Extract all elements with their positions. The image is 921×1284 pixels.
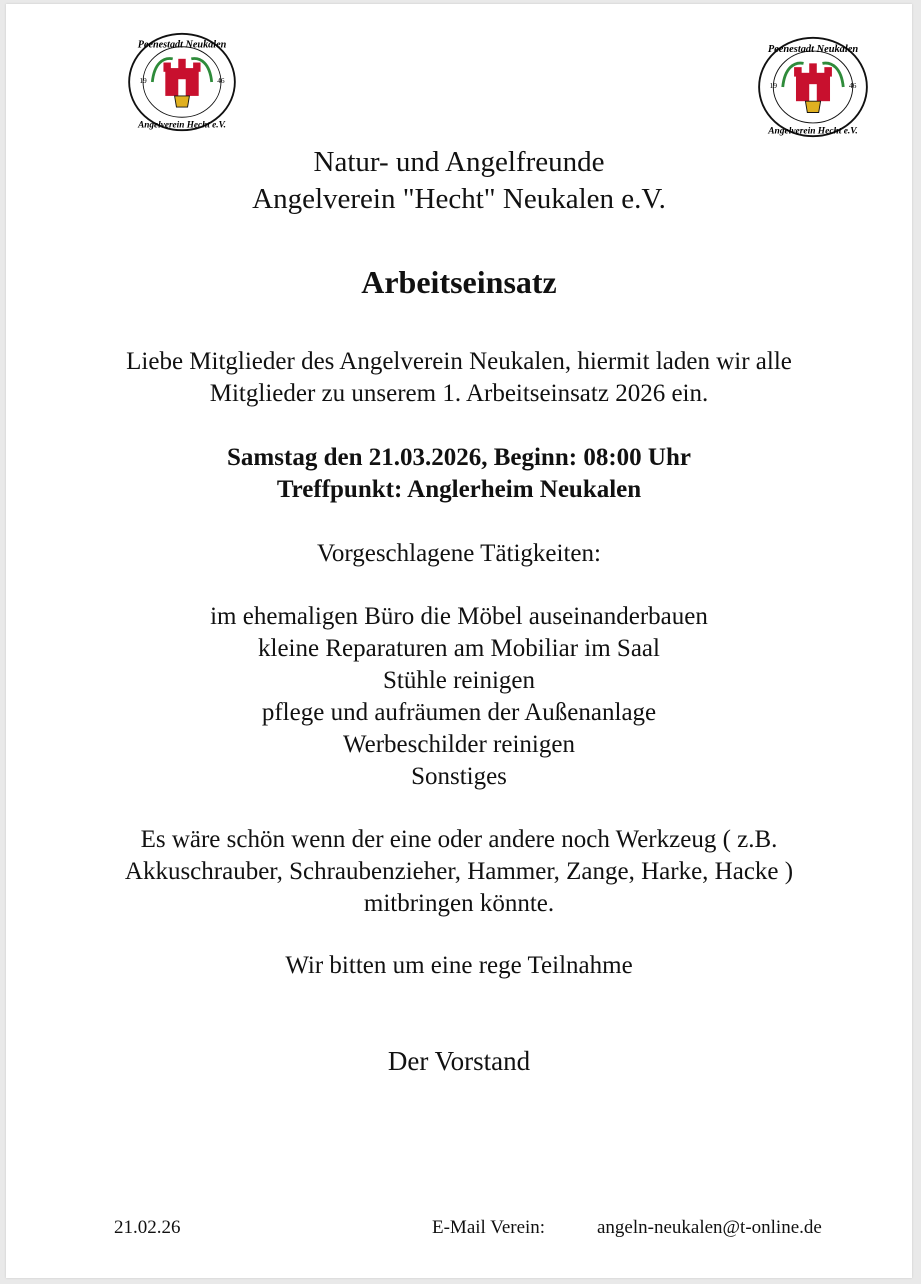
task-list: [6, 601, 912, 793]
list-item: Sonstiges: [411, 763, 507, 790]
seal-text-bottom: Angelverein Hecht e.V.: [138, 120, 226, 131]
event-details: [6, 442, 912, 506]
club-seal-logo-left: [126, 31, 238, 133]
signature: Der Vorstand: [387, 1046, 531, 1076]
list-item: pflege und aufräumen der Außenanlage: [261, 699, 657, 726]
club-seal-icon: [751, 35, 875, 139]
intro-line2: Mitglieder zu unserem 1. Arbeitseinsatz 2026 ein.: [209, 380, 709, 407]
tasks-heading: Vorgeschlagene Tätigkeiten:: [317, 540, 601, 567]
tools-line1: Es wäre schön wenn der eine oder andere noch Werkzeug ( z.B.: [140, 826, 778, 853]
document-title: Arbeitseinsatz: [361, 264, 557, 300]
participation-request: Wir bitten um eine rege Teilnahme: [285, 952, 633, 979]
list-item: kleine Reparaturen am Mobiliar im Saal: [258, 635, 660, 662]
document-page: [6, 4, 912, 1278]
seal-year-left: 19: [769, 80, 778, 90]
seal-text-top: Peenestadt Neukalen: [137, 39, 227, 51]
tools-request: [6, 824, 912, 920]
footer-email-address: angeln-neukalen@t-online.de: [597, 1217, 822, 1238]
organization-header: [6, 144, 912, 218]
seal-text-bottom: Angelverein Hecht e.V.: [768, 126, 858, 137]
invitation-intro: [6, 346, 912, 410]
footer-date: 21.02.26: [114, 1217, 181, 1238]
tools-line3: mitbringen könnte.: [363, 890, 555, 917]
list-item: Stühle reinigen: [382, 667, 536, 694]
club-seal-icon: [126, 31, 238, 133]
seal-year-right: 46: [848, 80, 857, 90]
list-item: Werbeschilder reinigen: [343, 731, 575, 758]
seal-year-right: 46: [217, 75, 225, 85]
intro-line1: Liebe Mitglieder des Angelverein Neukalen, hiermit laden wir alle: [126, 348, 792, 375]
seal-text-top: Peenestadt Neukalen: [767, 44, 859, 56]
club-seal-logo-right: [751, 35, 875, 139]
event-meeting-point: Treffpunkt: Anglerheim Neukalen: [276, 476, 642, 503]
tools-line2: Akkuschrauber, Schraubenzieher, Hammer, Zange, Harke, Hacke ): [124, 858, 794, 885]
footer-email-label: E-Mail Verein:: [432, 1217, 546, 1238]
event-date-time: Samstag den 21.03.2026, Beginn: 08:00 Uhr: [227, 444, 691, 471]
list-item: im ehemaligen Büro die Möbel auseinanderbauen: [210, 603, 708, 630]
organization-name-line1: Natur- und Angelfreunde: [313, 146, 605, 178]
seal-year-left: 19: [139, 75, 147, 85]
organization-name-line2: Angelverein "Hecht" Neukalen e.V.: [252, 183, 666, 215]
